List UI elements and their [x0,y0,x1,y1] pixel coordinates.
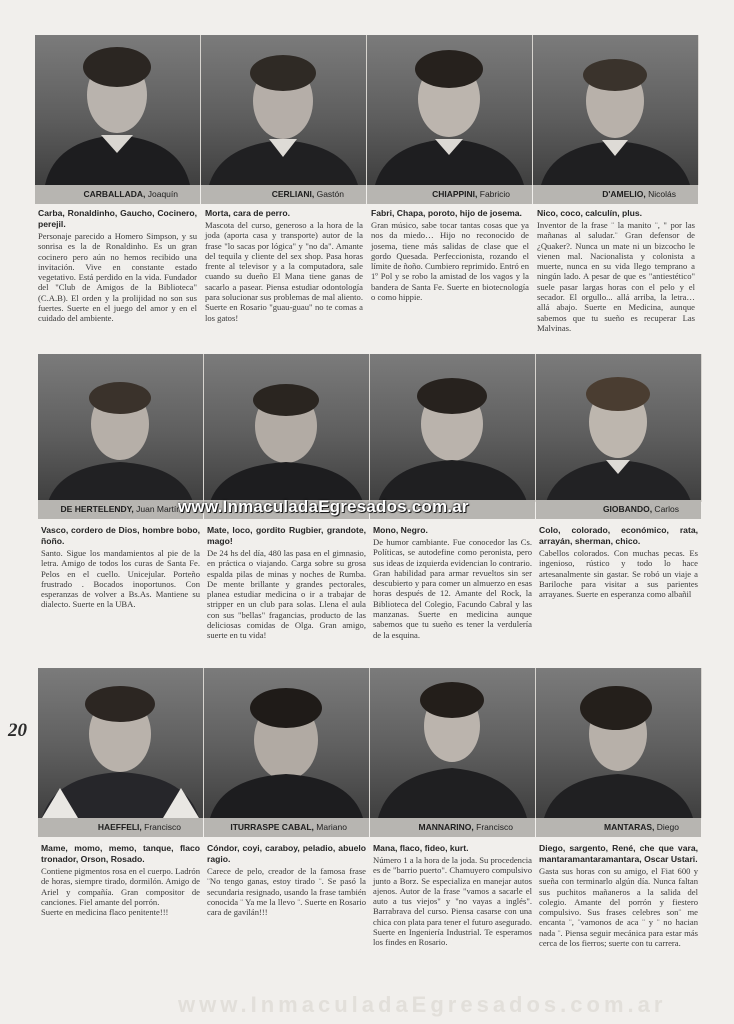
portrait-image [536,668,701,818]
student-entry [38,208,197,324]
student-surname: MANNARINO, [418,822,474,832]
portrait-image [35,35,200,185]
student-photo [367,35,533,185]
student-nicknames: Mono, Negro. [373,525,428,535]
student-entry [207,843,366,917]
student-given-name: Joaquín [145,189,178,199]
student-nicknames: Carba, Ronaldinho, Gaucho, Cocinero, perejil. [38,208,197,229]
student-description: Número 1 a la hora de la joda. Su procedencia es de "barrio puerto". Chamuyero compulsivo junto a Borz. Se especializa en manejar autos ajenos. Autor de la frase "vamos a sacarle el auto a tus viejos" y "no vayas a inglés". Barrabrava del curso. Piensa casarse con una chica con plata para tener el futuro asegurado. Suerte en Ingeniería Industrial. Te esperamos los findes en Rosario. [373,855,532,948]
student-nicknames: Vasco, cordero de Dios, hombre bobo, ñoño. [41,525,200,546]
student-entry [207,525,366,641]
portrait-image [367,35,532,185]
student-surname: CARBALLADA, [83,189,146,199]
student-name-caption [536,818,701,837]
student-description: Gran músico, sabe tocar tantas cosas que ya nos da miedo… Hijo no reconocido de josema, tiene más salidas de clase que el gordo Quesada. Perfeccionista, rozando el límite de ñoño. Cumbiero reprimido. Entró en 1º Pol y se robo la amistad de los vagos y la bandera de Santa Fe. Suerte en biotecnología o como hippie. [371,220,529,303]
student-entry [41,843,200,917]
student-name-caption [201,185,366,204]
student-name-caption [367,185,532,204]
portrait-image [370,668,535,818]
portrait-image [204,668,369,818]
student-photo [201,35,367,185]
student-name-caption [35,185,200,204]
student-description: Santo. Sigue los mandamientos al pie de la letra. Amigo de todos los curas de Santa Fe. Pelos en el cuello. Unicejular. Porteño frustrado . Bocados inoportunos. Con esperanzas de volver a Bs.As. Mantiene su dialecto. Suerte en la UBA. [41,548,200,610]
student-name-caption [536,500,701,519]
portrait-image [533,35,698,185]
student-photo [204,354,370,502]
student-nicknames: Morta, cara de perro. [205,208,291,218]
student-entry [373,843,532,948]
student-given-name: Juan Martín [133,504,181,514]
student-name-caption [370,818,535,837]
portrait-image [38,668,203,818]
portrait-image [38,354,203,502]
student-photo [38,668,204,818]
student-surname: CHIAPPINI, [432,189,478,199]
student-entry [371,208,529,302]
student-description: Mascota del curso, generoso a la hora de la joda (aporta casa y transporte) autor de la frase "lo sacas por lógica" y "no da". Amante del tequila y cliente del sex shop. Pasa horas frente al televisor y a la computadora, sale cuando su dueño El Mana tiene ganas de sacarlo a pasear. Piensa estudiar odontología para solucionar sus problemas de mal aliento. Suerte en Rosario "guau-guau" no te comas a los gatos! [205,220,363,323]
portrait-image [201,35,366,185]
student-nicknames: Mame, momo, memo, tanque, flaco tronador, Orson, Rosado. [41,843,200,864]
student-description: Gasta sus horas con su amigo, el Fiat 600 y sueña con terminarlo algún día. Nunca faltan sus puchitos mañaneros a la salida del colegio. Amante del porrón y fiestero compulsivo. Sus frases celebres son¨ me encanta ¨, ¨vamonos de aca ¨ y ¨ no hacian nada ¨. Piensa seguir mecánica para estar más cerca de los fierros; suerte con tu carrera. [539,866,698,949]
student-entry [205,208,363,323]
student-name-caption [533,185,698,204]
student-name-caption [204,818,369,837]
student-surname: ITURRASPE CABAL, [230,822,314,832]
student-description: Contiene pigmentos rosa en el cuerpo. Ladrón de horas, siempre tirado, dormilón. Amigo de Ariel y compañía. Gran compositor de canciones. Fiel amante del porrón. Suerte en medicina flaco penitente!!! [41,866,200,918]
student-photo [370,668,536,818]
page-number: 20 [8,720,27,741]
student-nicknames: Mana, flaco, fideo, kurt. [373,843,469,853]
student-given-name: Fabricio [477,189,510,199]
student-description: Personaje parecido a Homero Simpson, y su sonrisa es la de Ronaldinho. Es un gran cocinero pero aún no hemos recibido una invitación. Vive en constante estado vegetativo. Está perdido en la vida. Fundador del "Club de Amigos de la Biblioteca"(C.A.B). El orden y la prolijidad no son sus fuertes. Suerte en el juego del amor y en el cuidado del ambiente. [38,231,197,324]
student-entry [373,525,532,640]
student-entry [539,525,698,599]
student-entry [537,208,695,333]
student-surname: GIOBANDO, [602,504,653,514]
student-photo [536,354,702,502]
portrait-image [536,354,701,502]
student-photo [533,35,699,185]
student-photo [204,668,370,818]
student-photo [370,354,536,502]
student-nicknames: Fabri, Chapa, poroto, hijo de josema. [371,208,522,218]
student-given-name: Francisco [473,822,513,832]
student-surname: CERLIANI, [271,189,315,199]
student-description: De 24 hs del día, 480 las pasa en el gimnasio, en práctica o viajando. Carga sobre su grosa espalda pilas de minas y noches de Rumba. De mente brillante y grandes pectorales, planea estudiar medicina o ir a trabajar de stripper en un club para solas. Llena el aula con sus "bellas" fragancias, producto de las deliciosas comidas de Olga. Gran amigo, suerte en tu vida! [207,548,366,641]
student-surname: MANTARAS, [604,822,655,832]
portrait-image [370,354,535,502]
student-nicknames: Mate, loco, gordito Rugbier, grandote, mago! [207,525,366,546]
student-entry [41,525,200,610]
student-given-name: Gastón [314,189,344,199]
student-photo [38,354,204,502]
student-nicknames: Colo, colorado, económico, rata, arrayán, sherman, chico. [539,525,698,546]
student-nicknames: Nico, coco, calculín, plus. [537,208,643,218]
student-photo [536,668,702,818]
student-nicknames: Cóndor, coyi, caraboy, peladio, abuelo ragio. [207,843,366,864]
student-name-caption [38,818,203,837]
student-nicknames: Diego, sargento, René, che que vara, mantaramantaramantara, Oscar Ustari. [539,843,698,864]
student-given-name: Nicolás [645,189,676,199]
student-entry [539,843,698,948]
student-given-name: Carlos [652,504,679,514]
portrait-image [204,354,369,502]
student-description: De humor cambiante. Fue conocedor las Cs. Políticas, se autodefine como peronista, pero sus ideas de izquierda evidencian lo contrario. Gran habilidad para armar revueltos sin ser descubierto y para comer un almuerzo en esas horas después de 12. Amante del Rock, la Biblioteca del Colegio, Facundo Cabral y las manzanas. Suerte en medicina aunque sabemos que tu sueño es tener la verdulería de la esquina. [373,537,532,640]
website-watermark: www.InmaculadaEgresados.com.ar [178,497,469,516]
student-given-name: Diego [654,822,679,832]
student-description: Cabellos colorados. Con muchas pecas. Es ingenioso, rústico y todo lo hace artesanalmente sin gastar. Se robó un viaje a Bariloche para visitar a sus parientes arrayanes. Suerte en esperanza como albañil [539,548,698,600]
student-surname: D'AMELIO, [602,189,646,199]
student-surname: DE HERTELENDY, [60,504,134,514]
student-given-name: Mariano [313,822,347,832]
student-description: Inventor de la frase ¨ la manito ¨, " por las mañanas al saludar.¨ Gran defensor de ¿Quaker?. Nunca un mate ni un bizcocho le vienen mal. Nacionalista y colonista a muerte, nunca en su vida llego temprano a ningún lado. A pesar de que es "antiestético" suele pasar largas horas con el pelo y el secador. El orgullo... allá arriba, la letra… allá abajo. Suerte en Medicina, aunque sabemos que tu sueño es recuperar Las Malvinas. [537,220,695,333]
website-watermark-faint: www.InmaculadaEgresados.com.ar [178,992,667,1017]
student-photo [35,35,201,185]
student-description: Carece de pelo, creador de la famosa frase ¨No tengo ganas, estoy tirado ¨. Se pasó la secundaria resignado, usando la frase también conocida ¨ Ya me la llevo ¨. Suerte en Rosario cara de gavilán!!! [207,866,366,918]
student-surname: HAEFFELI, [97,822,142,832]
student-given-name: Francisco [141,822,181,832]
